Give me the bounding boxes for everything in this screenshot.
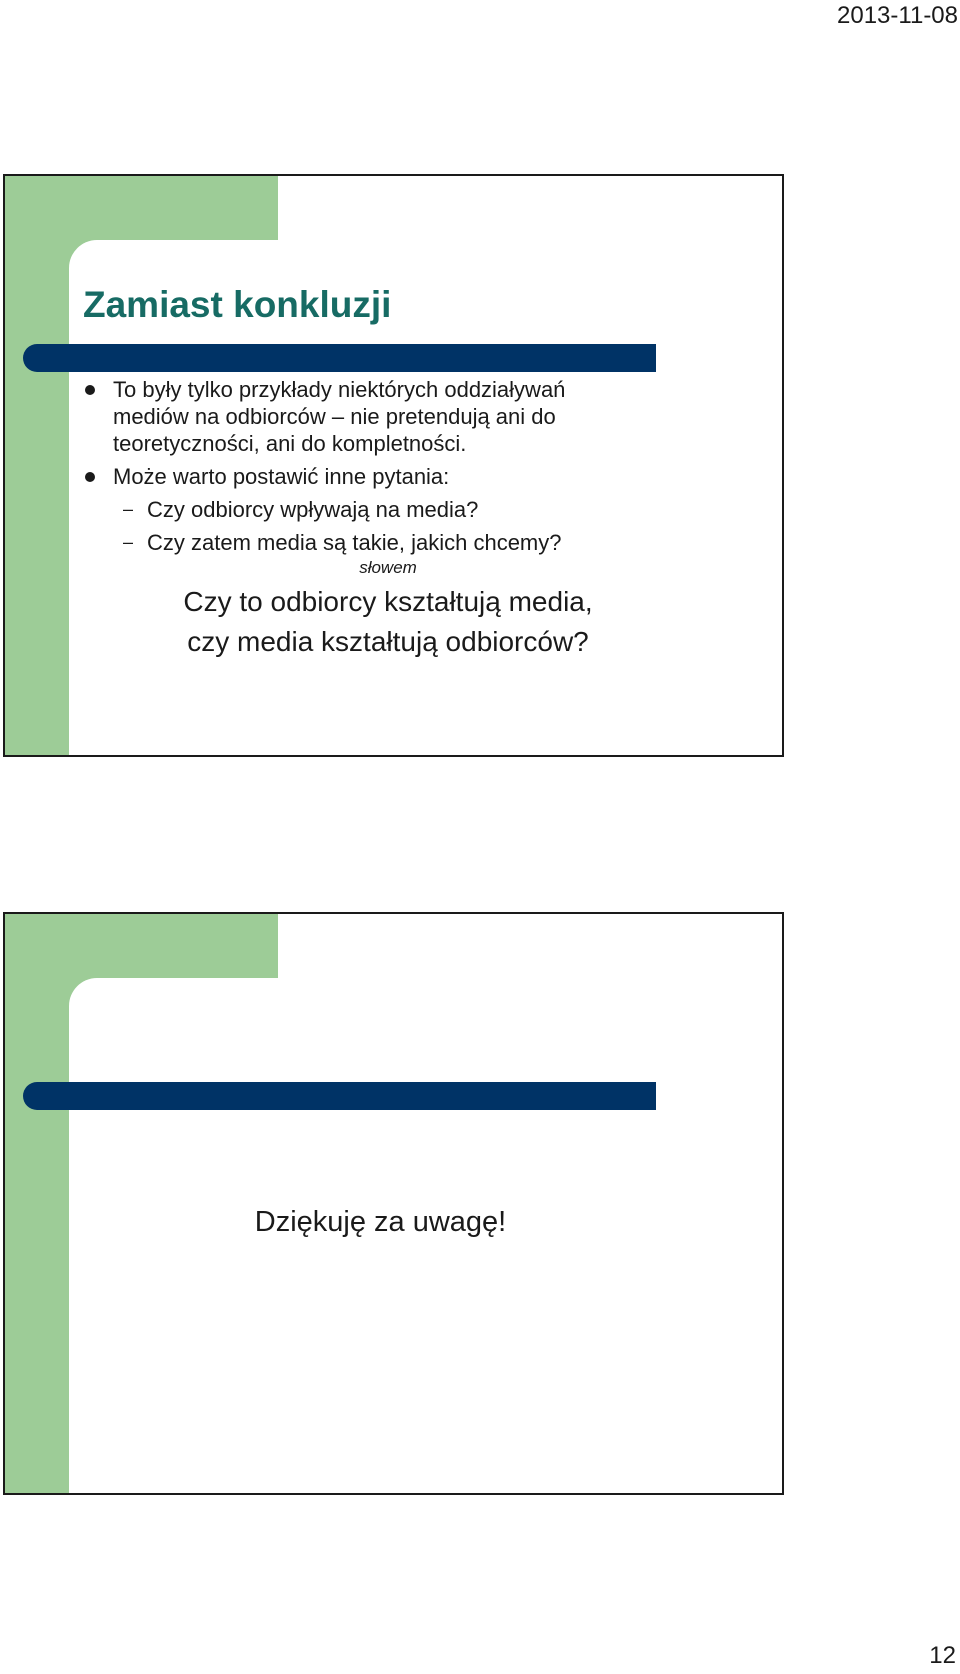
bullet-line: mediów na odbiorców – nie pretendują ani do	[113, 404, 556, 429]
sub-bullet-text: Czy odbiorcy wpływają na media?	[147, 497, 479, 522]
bullet-line: teoretyczności, ani do kompletności.	[113, 431, 467, 456]
thank-you-label: Dziękuję za uwagę!	[254, 1206, 507, 1238]
slide-title-bar	[23, 1082, 656, 1110]
sub-bullet-text: Czy zatem media są takie, jakich chcemy?	[147, 530, 562, 555]
page-number: 12	[929, 1642, 956, 1669]
dash-icon: –	[123, 499, 134, 519]
slide-body	[83, 376, 763, 662]
bullet-dot-icon	[85, 385, 95, 395]
thank-you-text	[5, 1206, 784, 1239]
slide-2	[3, 912, 784, 1495]
bullet-item-1	[83, 376, 763, 457]
bullet-item-2	[83, 463, 763, 490]
bullet-line: To były tylko przykłady niektórych oddziaływań	[113, 377, 566, 402]
bullet-line: Może warto postawić inne pytania:	[113, 464, 450, 489]
sub-bullet-item-2	[83, 529, 763, 556]
bullet-dot-icon	[85, 472, 95, 482]
question-line: Czy to odbiorcy kształtują media,	[183, 586, 593, 617]
closing-question	[83, 582, 693, 662]
dash-icon: –	[123, 532, 134, 552]
slide-title-bar	[23, 344, 656, 372]
slide-title: Zamiast konkluzji	[83, 284, 392, 325]
slide-1	[3, 174, 784, 757]
small-note: słowem	[359, 558, 417, 577]
page-date: 2013-11-08	[837, 2, 958, 29]
sub-bullet-item-1	[83, 496, 763, 523]
question-line: czy media kształtują odbiorców?	[187, 626, 589, 657]
